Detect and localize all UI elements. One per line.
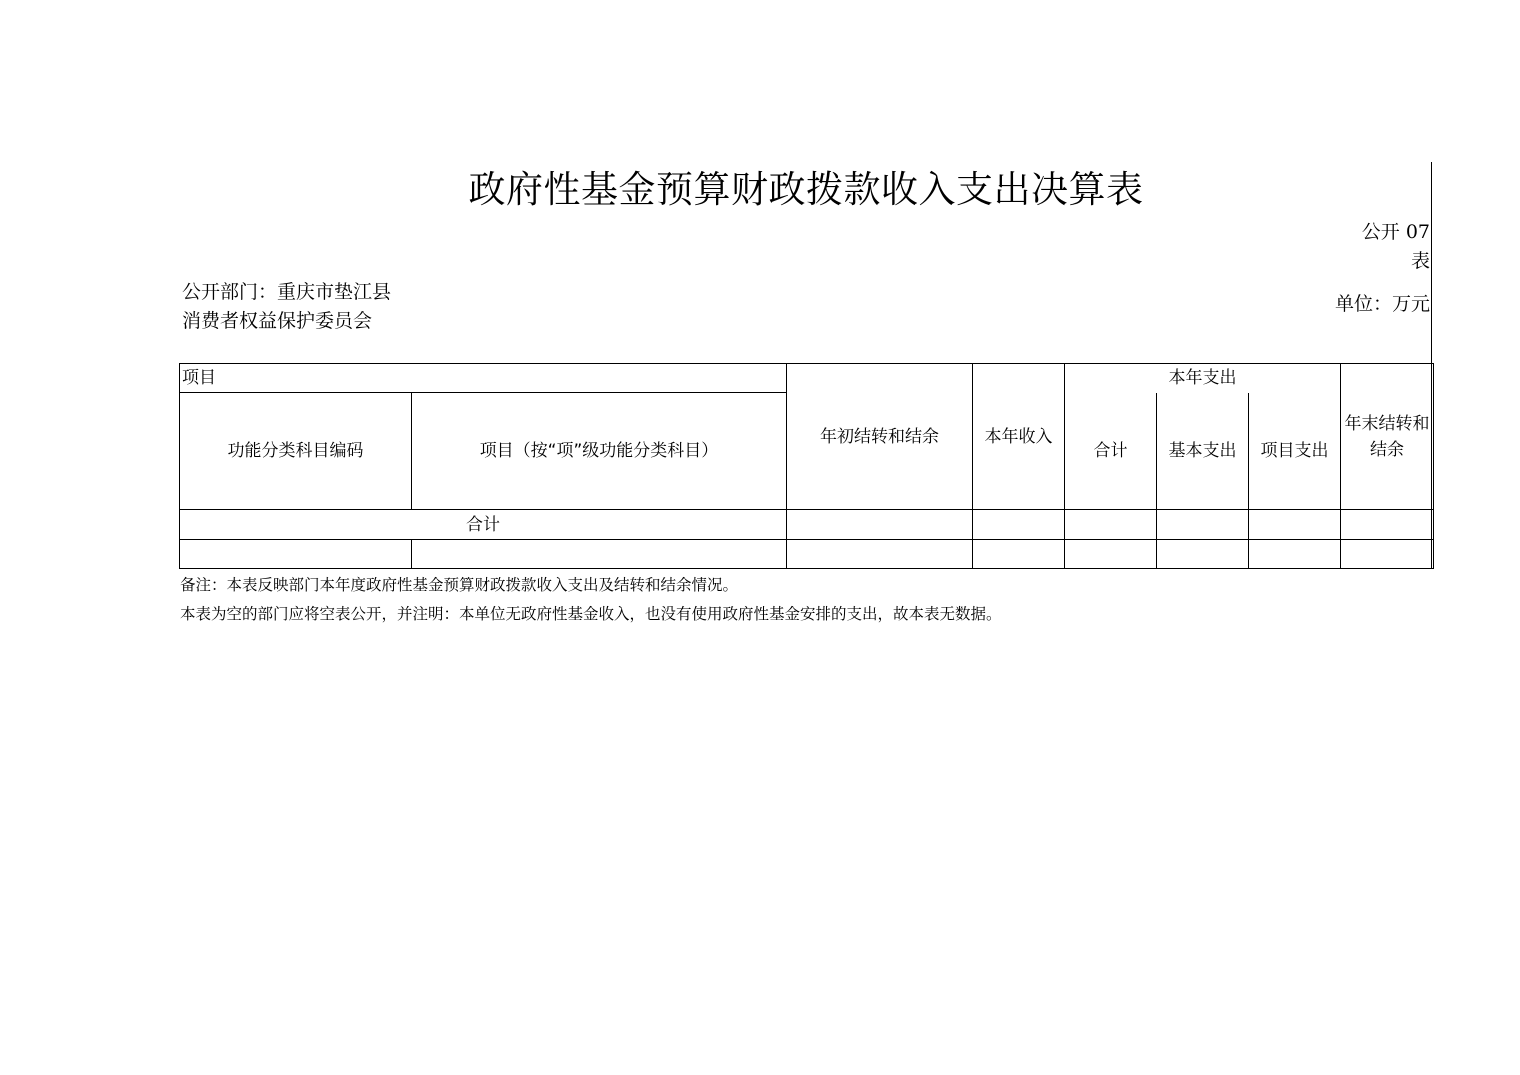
row-closing-balance bbox=[1341, 540, 1434, 569]
total-basic-expense bbox=[1157, 510, 1249, 540]
header-closing-balance: 年末结转和结余 bbox=[1341, 364, 1434, 510]
total-project-expense bbox=[1249, 510, 1341, 540]
page-title: 政府性基金预算财政拨款收入支出决算表 bbox=[468, 168, 1144, 211]
row-current-income bbox=[973, 540, 1065, 569]
row-expense-total bbox=[1065, 540, 1157, 569]
notes bbox=[180, 571, 1002, 629]
department-label: 公开部门：重庆市垫江县消费者权益保护委员会 bbox=[182, 281, 392, 332]
unit-label: 单位：万元 bbox=[1334, 293, 1430, 315]
row-basic-expense bbox=[1157, 540, 1249, 569]
header-row-1 bbox=[180, 364, 1434, 393]
total-label: 合计 bbox=[180, 510, 787, 540]
note-line: 备注：本表反映部门本年度政府性基金预算财政拨款收入支出及结转和结余情况。 bbox=[180, 576, 739, 594]
total-opening-balance bbox=[787, 510, 973, 540]
header-func-code: 功能分类科目编码 bbox=[180, 393, 412, 510]
header-opening-balance: 年初结转和结余 bbox=[787, 364, 973, 510]
row-func-code bbox=[180, 540, 412, 569]
row-project-name bbox=[412, 540, 787, 569]
header-expense-total: 合计 bbox=[1065, 393, 1157, 510]
table-row bbox=[180, 540, 1434, 569]
header-basic-expense: 基本支出 bbox=[1157, 393, 1249, 510]
header-project-by-item: 项目（按“项”级功能分类科目） bbox=[412, 393, 787, 510]
header-current-income: 本年收入 bbox=[973, 364, 1065, 510]
budget-table bbox=[179, 363, 1434, 569]
total-closing-balance bbox=[1341, 510, 1434, 540]
total-row bbox=[180, 510, 1434, 540]
note-line: 本表为空的部门应将空表公开，并注明：本单位无政府性基金收入，也没有使用政府性基金安排的支出，故本表无数据。 bbox=[180, 605, 1002, 623]
header-project: 项目 bbox=[180, 364, 787, 393]
header-current-expense: 本年支出 bbox=[1065, 364, 1341, 393]
header-project-expense: 项目支出 bbox=[1249, 393, 1341, 510]
row-project-expense bbox=[1249, 540, 1341, 569]
form-number: 公开 07 表 bbox=[1361, 221, 1430, 272]
row-opening-balance bbox=[787, 540, 973, 569]
total-current-income bbox=[973, 510, 1065, 540]
total-expense-total bbox=[1065, 510, 1157, 540]
